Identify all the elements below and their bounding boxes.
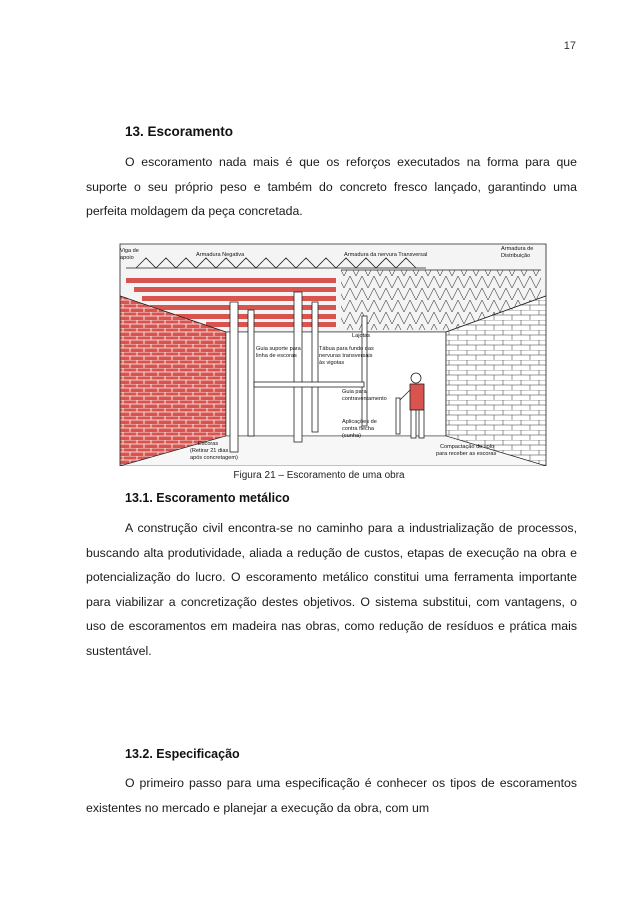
- svg-text:Aplicações de: Aplicações de: [342, 419, 377, 425]
- paragraph-escoramento-metalico: A construção civil encontra-se no caminho para a industrialização de processos, buscando alta produtividade, aliada a redução de custos, etapas de execução na obra e potencialização do lucro. O escoramento metálico constitui uma ferramenta importante para viabilizar a concretização destes objetivos. O sistema substitui, com vantagens, o uso de escoramentos em madeira nas obras, como redução de resíduos e prática mais sustentável.: [86, 521, 577, 658]
- paragraph-especificacao: O primeiro passo para uma especificação é conhecer os tipos de escoramentos existentes no mercado e planejar a execução da obra, com um: [86, 776, 577, 815]
- svg-text:apoio: apoio: [120, 255, 134, 261]
- svg-text:Guia para: Guia para: [342, 389, 367, 395]
- svg-text:para receber as escoras: para receber as escoras: [436, 451, 497, 457]
- svg-text:nervuras transversais: nervuras transversais: [319, 353, 373, 359]
- svg-text:contraventamento: contraventamento: [342, 396, 387, 402]
- svg-text:contra flecha: contra flecha: [342, 426, 375, 432]
- paragraph-escoramento: O escoramento nada mais é que os reforços executados na forma para que suporte o seu próprio peso e também do concreto fresco lançado, garantindo uma perfeita moldagem da peça concretada.: [86, 155, 577, 218]
- svg-text:Viga de: Viga de: [120, 248, 139, 254]
- svg-text:Guia suporte para: Guia suporte para: [256, 346, 301, 352]
- figure-caption: Figura 21 – Escoramento de uma obra: [233, 470, 405, 481]
- page-number: 17: [563, 40, 576, 52]
- svg-text:Lajotas: Lajotas: [352, 333, 371, 339]
- svg-text:linha de escoras: linha de escoras: [256, 353, 297, 359]
- svg-text:Escoras: Escoras: [198, 441, 219, 447]
- section-heading-escoramento: 13. Escoramento: [125, 124, 234, 139]
- svg-text:(Retirar 21 dias: (Retirar 21 dias: [190, 448, 229, 454]
- svg-text:Armadura de: Armadura de: [501, 246, 534, 252]
- svg-text:(cunha): (cunha): [342, 433, 361, 439]
- svg-text:após concretagem): após concretagem): [190, 455, 238, 461]
- svg-text:Tábua para fundo das: Tábua para fundo das: [319, 346, 374, 352]
- svg-text:às vigotas: às vigotas: [319, 360, 345, 366]
- svg-text:Armadura da nervura Transversa: Armadura da nervura Transversal: [344, 252, 428, 258]
- svg-text:Armadura Negativa: Armadura Negativa: [196, 252, 245, 258]
- section-heading-especificacao: 13.2. Especificação: [125, 747, 240, 761]
- figure-escoramento-illustration: [116, 240, 550, 466]
- svg-text:Distribuição: Distribuição: [501, 253, 531, 259]
- section-heading-escoramento-metalico: 13.1. Escoramento metálico: [125, 491, 290, 505]
- svg-text:Compactação do solo: Compactação do solo: [440, 444, 495, 450]
